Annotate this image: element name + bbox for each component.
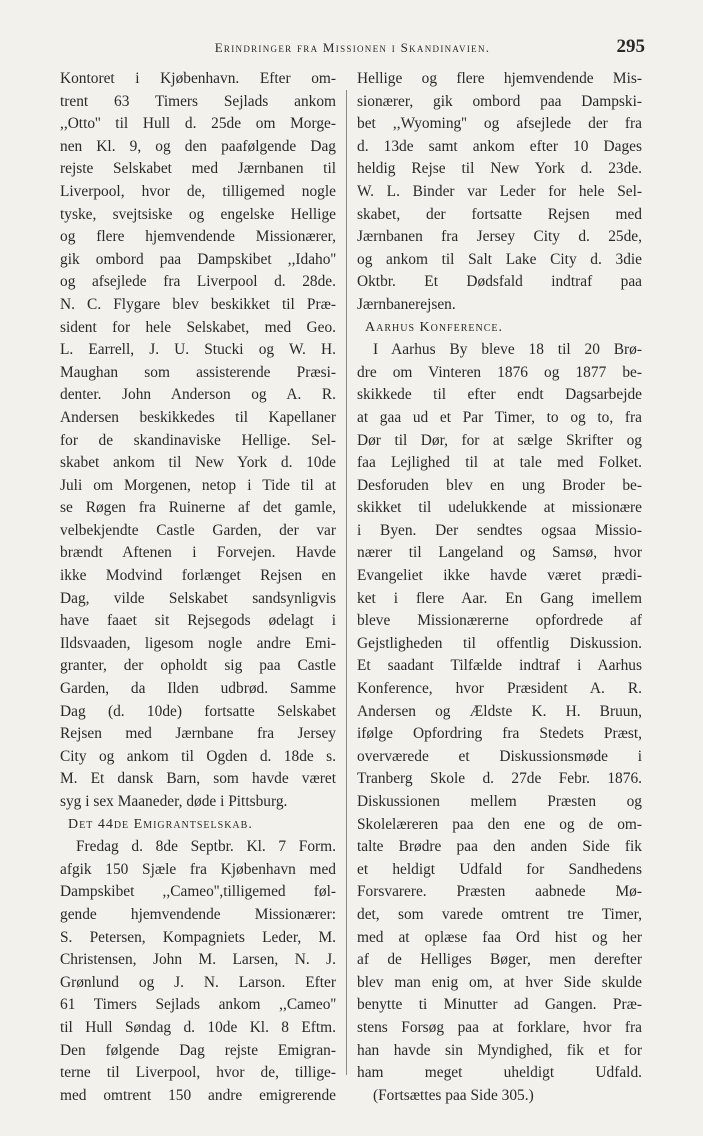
text-line: faa Lejlighed til at tale med Folket. xyxy=(357,454,642,472)
text-line: City og ankom til Ogden d. 18de s. xyxy=(60,747,336,765)
text-line: Grønlund og J. N. Larson. Efter xyxy=(60,973,336,991)
text-line: og afsejlede fra Liverpool d. 28de. xyxy=(60,273,336,291)
text-line: gik ombord paa Dampskibet ,,Idaho'' xyxy=(60,250,336,268)
text-line: Andersen og Ældste K. H. Bruun, xyxy=(357,702,642,720)
text-line: Den følgende Dag rejste Emigran- xyxy=(60,1041,336,1059)
text-line: det, som varede omtrent tre Timer, xyxy=(357,905,642,923)
text-line: bleve Missionærerne opfordrede af xyxy=(357,612,642,630)
text-line: terne til Liverpool, hvor de, tillige- xyxy=(60,1064,336,1082)
text-line: bet ,,Wyoming'' og afsejlede der fra xyxy=(357,115,642,133)
text-line: S. Petersen, Kompagniets Leder, M. xyxy=(60,928,336,946)
text-line: heldig Rejse til New York d. 23de. xyxy=(357,160,642,178)
text-line: overværede et Diskussionsmøde i xyxy=(357,747,642,765)
text-line: skabet, der fortsatte Rejsen med xyxy=(357,205,642,223)
text-line: stens Forsøg paa at forklare, hvor fra xyxy=(357,1018,642,1036)
column-divider xyxy=(346,90,347,1075)
text-line: Garden, da Ilden udbrød. Samme xyxy=(60,680,336,698)
text-line: Hellige og flere hjemvendende Mis- xyxy=(357,70,642,87)
text-line: ham meget uheldigt Udfald. xyxy=(357,1064,642,1082)
text-line: W. L. Binder var Leder for hele Sel- xyxy=(357,182,642,200)
text-line: Desforuden blev en ung Broder be- xyxy=(357,476,642,494)
text-line: Maughan som assisterende Præsi- xyxy=(60,363,336,381)
text-line: ikke Modvind forlænget Rejsen en xyxy=(60,567,336,585)
page-number: 295 xyxy=(616,36,645,57)
text-line: skikket til udelukkende at missionære xyxy=(357,499,642,517)
text-line: syg i sex Maaneder, døde i Pittsburg. xyxy=(60,793,288,810)
text-line: Dag, vilde Selskabet sandsynligvis xyxy=(60,589,336,607)
text-line: sident for hele Selskabet, med Geo. xyxy=(60,318,336,336)
text-line: skabet ankom til New York d. 10de xyxy=(60,454,336,472)
text-line: Diskussionen mellem Præsten og xyxy=(357,793,642,810)
text-line: Christensen, John M. Larsen, N. J. xyxy=(60,951,336,969)
text-line: Tranberg Skole d. 27de Febr. 1876. xyxy=(357,770,642,788)
text-line: granter, der opholdt sig paa Castle xyxy=(60,657,336,675)
text-line: Et saadant Tilfælde indtraf i Aarhus xyxy=(357,657,642,675)
text-line: Rejsen med Jærnbane fra Jersey xyxy=(60,725,336,743)
text-line: Forsvarere. Præsten aabnede Mø- xyxy=(357,883,642,901)
text-line: sionærer, gik ombord paa Dampski- xyxy=(357,92,642,110)
text-line: Andersen beskikkedes til Kapellaner xyxy=(60,408,336,426)
text-line: M. Et dansk Barn, som havde været xyxy=(60,770,336,788)
text-line: (Fortsættes paa Side 305.) xyxy=(373,1086,534,1104)
text-line: han havde sin Myndighed, fik et for xyxy=(357,1041,642,1059)
text-line: L. Earrell, J. U. Stucki og W. H. xyxy=(60,341,336,359)
text-line: at gaa ud et Par Timer, to og to, fra xyxy=(357,408,642,426)
text-line: for de skandinaviske Hellige. Sel- xyxy=(60,431,336,449)
text-line: af de Helliges Bøger, men derefter xyxy=(357,951,642,969)
text-line: nen Kl. 9, og den paafølgende Dag xyxy=(60,137,336,155)
left-column xyxy=(60,68,336,1107)
text-line: dre om Vinteren 1876 og 1877 be- xyxy=(357,363,642,381)
section-heading: Aarhus Konference. xyxy=(365,319,504,335)
text-line: trent 63 Timers Sejlads ankom xyxy=(60,92,336,110)
text-line: brændt Aftenen i Forvejen. Havde xyxy=(60,544,336,562)
text-line: have faaet sit Rejsegods ødelagt i xyxy=(60,612,336,630)
text-line: ifølge Opfordring fra Stedets Præst, xyxy=(357,725,642,743)
text-line: til Hull Søndag d. 10de Kl. 8 Eftm. xyxy=(60,1018,336,1036)
page-header xyxy=(60,38,645,60)
right-column xyxy=(357,68,642,1107)
text-line: Fredag d. 8de Septbr. Kl. 7 Form. xyxy=(76,838,336,856)
section-heading: Det 44de Emigrantselskab. xyxy=(68,816,253,832)
text-line: Evangeliet ikke havde været prædi- xyxy=(357,567,642,585)
text-line: Dør til Dør, for at sælge Skrifter og xyxy=(357,431,642,449)
text-line: benytte ti Minutter ad Gangen. Præ- xyxy=(357,996,642,1014)
text-line: Liverpool, hvor de, tilligemed nogle xyxy=(60,182,336,200)
text-line: afgik 150 Sjæle fra Kjøbenhavn med xyxy=(60,860,336,878)
text-line: i Byen. Der sendtes ogsaa Missio- xyxy=(357,521,642,539)
text-line: se Røgen fra Ruinerne af det gamle, xyxy=(60,499,336,517)
text-line: Ildsvaaden, ligesom nogle andre Emi- xyxy=(60,634,336,652)
text-line: Oktbr. Et Dødsfald indtraf paa xyxy=(357,273,642,291)
text-line: Jærnbanen fra Jersey City d. 25de, xyxy=(357,228,642,246)
text-line: et heldigt Udfald for Sandhedens xyxy=(357,860,642,878)
text-line: Dag (d. 10de) fortsatte Selskabet xyxy=(60,702,336,720)
text-line: blev man enig om, at hver Side skulde xyxy=(357,973,642,991)
text-line: 61 Timers Sejlads ankom ,,Cameo'' xyxy=(60,996,336,1014)
text-line: ,,Otto'' til Hull d. 25de om Morge- xyxy=(60,115,336,133)
text-line: I Aarhus By bleve 18 til 20 Brø- xyxy=(373,341,642,359)
text-line: d. 13de samt ankom efter 10 Dages xyxy=(357,137,642,155)
text-line: tyske, svejtsiske og engelske Hellige xyxy=(60,205,336,223)
text-line: denter. John Anderson og A. R. xyxy=(60,386,336,404)
text-line: Gejstligheden til offentlig Diskussion. xyxy=(357,634,642,652)
text-line: Kontoret i Kjøbenhavn. Efter om- xyxy=(60,70,336,87)
text-line: velbekjendte Castle Garden, der var xyxy=(60,521,336,539)
running-head: Erindringer fra Missionen i Skandinavien. xyxy=(214,40,491,55)
text-line: Konference, hvor Præsident A. R. xyxy=(357,680,642,698)
text-line: Skolelæreren paa den ene og de om- xyxy=(357,815,642,833)
text-line: og flere hjemvendende Missionærer, xyxy=(60,228,336,246)
text-line: med at oplæse faa Ord hist og her xyxy=(357,928,642,946)
text-line: og ankom til Salt Lake City d. 3die xyxy=(357,250,642,268)
text-line: rejste Selskabet med Jærnbanen til xyxy=(60,160,336,178)
text-line: Dampskibet ,,Cameo'',tilligemed føl- xyxy=(60,883,336,901)
text-line: Jærnbanerejsen. xyxy=(357,295,456,313)
text-line: nærer til Langeland og Samsø, hvor xyxy=(357,544,642,562)
text-line: gende hjemvendende Missionærer: xyxy=(60,905,336,923)
text-line: talte Brødre paa den anden Side fik xyxy=(357,838,642,856)
text-line: skikkede til efter endt Dagsarbejde xyxy=(357,386,642,404)
text-line: ket i flere Aar. En Gang imellem xyxy=(357,589,642,607)
text-line: med omtrent 150 andre emigrerende xyxy=(60,1086,336,1104)
text-line: N. C. Flygare blev beskikket til Præ- xyxy=(60,295,336,313)
text-line: Juli om Morgenen, netop i Tide til at xyxy=(60,476,336,494)
